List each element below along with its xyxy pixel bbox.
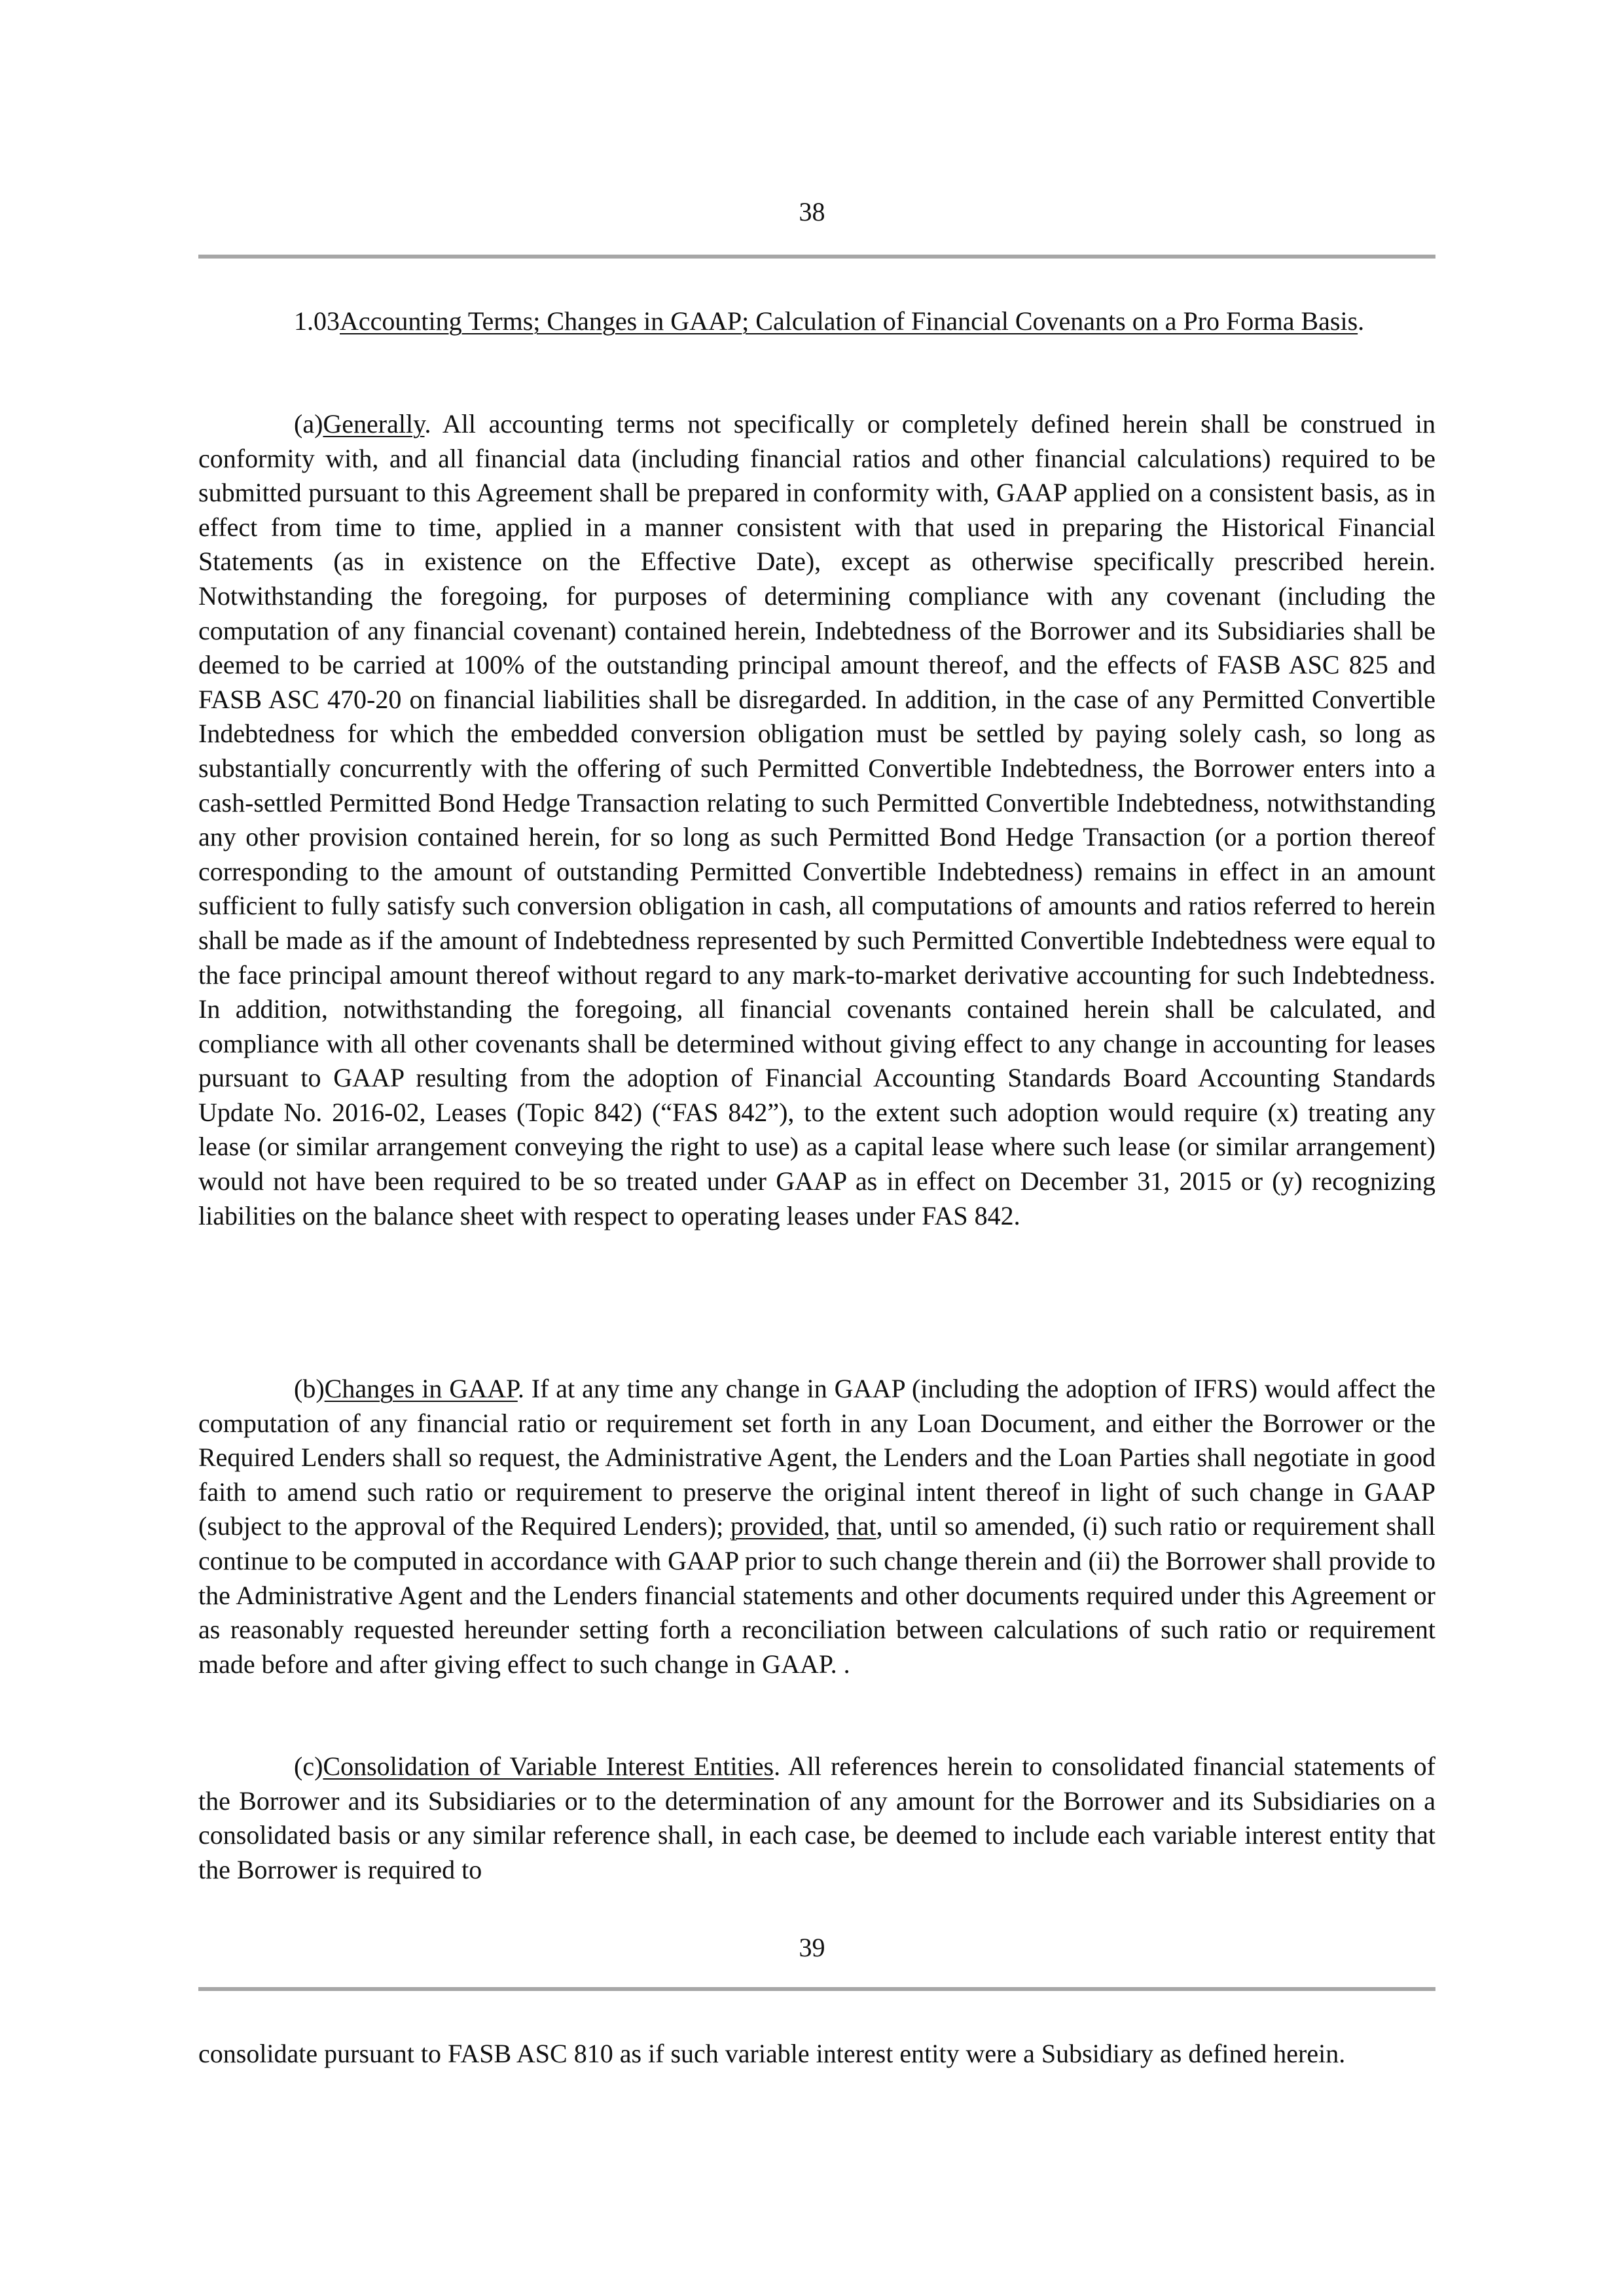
provided-comma: , [823,1511,837,1541]
paragraph-b-label: (b) [294,1374,325,1403]
page-break-rule-top [198,255,1435,259]
paragraph-a-text: . All accounting terms not specifically or completely defined herein shall be construed in conformity with, and all financial data (including financial ratios and other financial calculations) required to be submitted pursuant to this Agreement shall be prepared in conformity with, GAAP applied on a consistent basis, as in effect from time to time, applied in a manner consistent with that used in preparing the Historical Financial Statements (as in existence on the Effective Date), except as otherwise specifically prescribed herein. Notwithstanding the foregoing, for purposes of determining compliance with any covenant (including the computation of any financial covenant) contained herein, Indebtedness of the Borrower and its Subsidiaries shall be deemed to be carried at 100% of the outstanding principal amount thereof, and the effects of FASB ASC 825 and FASB ASC 470-20 on financial liabilities shall be disregarded. In addition, in the case of any Permitted Convertible Indebtedness for which the embedded conversion obligation must be settled by paying solely cash, so long as substantially concurrently with the offering of such Permitted Convertible Indebtedness, the Borrower enters into a cash-settled Permitted Bond Hedge Transaction relating to such Permitted Convertible Indebtedness, notwithstanding any other provision contained herein, for so long as such Permitted Bond Hedge Transaction (or a portion thereof corresponding to the amount of outstanding Permitted Convertible Indebtedness) remains in effect in an amount sufficient to fully satisfy such conversion obligation in cash, all computations of amounts and ratios referred to herein shall be made as if the amount of Indebtedness represented by such Permitted Convertible Indebtedness were equal to the face principal amount thereof without regard to any mark-to-market derivative accounting for such Indebtedness. In addition, notwithstanding the foregoing, all financial covenants contained herein shall be calculated, and compliance with all other covenants shall be determined without giving effect to any change in accounting for leases pursuant to GAAP resulting from the adoption of Financial Accounting Standards Board Accounting Standards Update No. 2016-02, Leases (Topic 842) (“FAS 842”), to the extent such adoption would require (x) treating any lease (or similar arrangement conveying the right to use) as a capital lease where such lease (or similar arrangement) would not have been required to be so treated under GAAP as in effect on December 31, 2015 or (y) recognizing liabilities on the balance sheet with respect to operating leases under FAS 842. [198,409,1435,1230]
paragraph-b-text-1: . If at any time any change in GAAP (including the adoption of IFRS) would affect the computation of any financial ratio or requirement set forth in any Loan Document, and either the Borrower or the Required Lenders shall so request, the Administrative Agent, the Lenders and the Loan Parties shall negotiate in good faith to amend such ratio or requirement to preserve the original intent thereof in light of such change in GAAP (subject to the approval of the Required Lenders); [198,1374,1435,1541]
section-1-03 [198,304,1435,339]
paragraph-a-label: (a) [294,409,323,439]
provided-term: provided [730,1511,823,1541]
section-heading-end: . [1358,306,1365,336]
paragraph-a-heading: Generally [323,409,425,439]
continuation-text: consolidate pursuant to FASB ASC 810 as if such variable interest entity were a Subsidiary as defined herein. [198,2039,1346,2068]
paragraph-c [198,1749,1435,1887]
paragraph-b [198,1372,1435,1681]
that-term: that [837,1511,876,1541]
section-title: Accounting Terms; Changes in GAAP; Calculation of Financial Covenants on a Pro Forma Basis [340,306,1358,336]
continuation-paragraph [198,2037,1435,2072]
paragraph-c-text: . All references herein to consolidated financial statements of the Borrower and its Subsidiaries or to the determination of any amount for the Borrower and its Subsidiaries on a consolidated basis or any similar reference shall, in each case, be deemed to include each variable interest entity that the Borrower is required to [198,1751,1435,1884]
paragraph-c-label: (c) [294,1751,323,1781]
paragraph-b-text-2: , until so amended, (i) such ratio or requirement shall continue to be computed in accordance with GAAP prior to such change therein and (ii) the Borrower shall provide to the Administrative Agent and the Lenders financial statements and other documents required under this Agreement or as reasonably requested hereunder setting forth a reconciliation between calculations of such ratio or requirement made before and after giving effect to such change in GAAP. . [198,1511,1436,1679]
page-break-rule-bottom [198,1987,1435,1991]
paragraph-b-heading: Changes in GAAP [324,1374,518,1403]
section-number: 1.03 [294,306,340,336]
section-heading [198,304,1435,339]
paragraph-c-heading: Consolidation of Variable Interest Entities [323,1751,774,1781]
page-number-bottom: 39 [799,1933,825,1962]
paragraph-a [198,407,1435,1233]
page-number-top: 38 [799,197,825,226]
